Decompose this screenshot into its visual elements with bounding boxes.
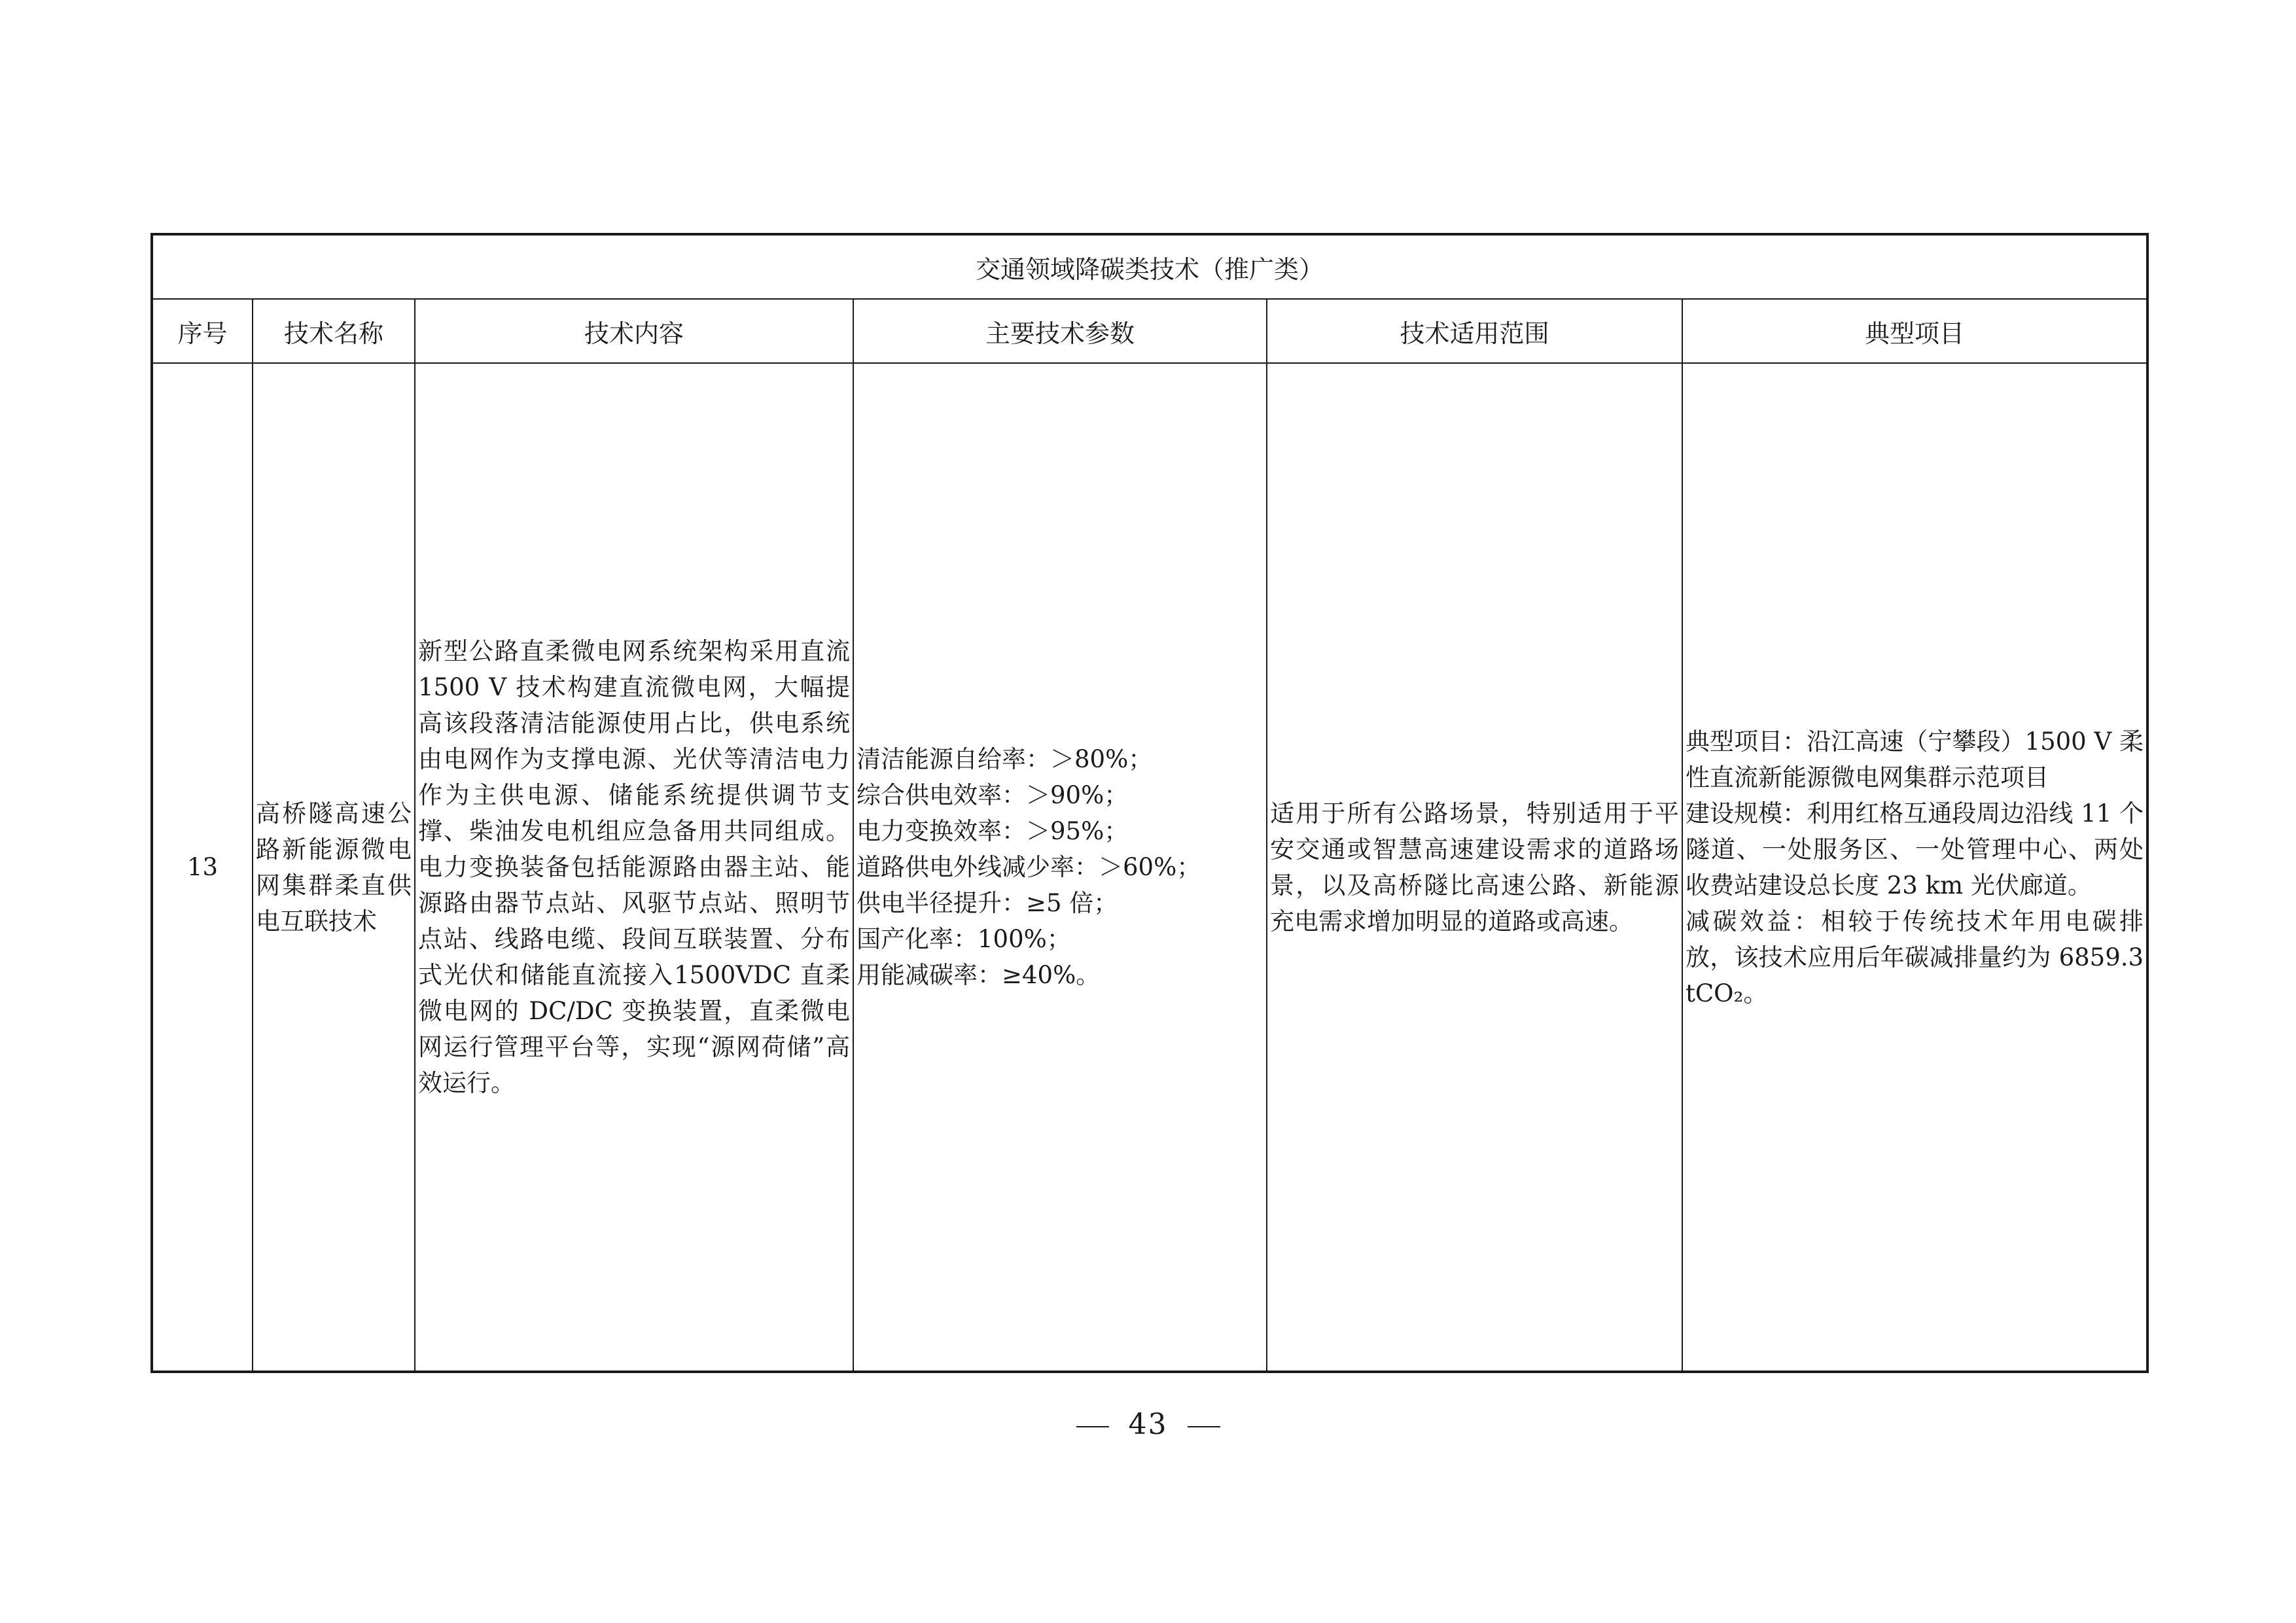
header-project: 典型项目 — [1682, 299, 2147, 363]
row-typical-project: 典型项目：沿江高速（宁攀段）1500 V 柔性直流新能源微电网集群示范项目 建设规模：利用红格互通段周边沿线 11 个隧道、一处服务区、一处管理中心、两处收费站建设总长度 23 km 光伏廊道。 减碳效益：相较于传统技术年用电碳排放，该技术应用后年碳减排量约为 6859.3 tCO₂。 — [1682, 363, 2147, 1372]
row-tech-name: 高桥隧高速公路新能源微电网集群柔直供电互联技术 — [253, 363, 415, 1372]
header-params: 主要技术参数 — [853, 299, 1267, 363]
header-index: 序号 — [152, 299, 253, 363]
header-name: 技术名称 — [253, 299, 415, 363]
table-title: 交通领域降碳类技术（推广类） — [152, 234, 2147, 299]
row-index: 13 — [152, 363, 253, 1372]
table-header-row — [152, 299, 2147, 363]
technology-table — [150, 233, 2149, 1373]
page-number-right-dash — [1188, 1426, 1220, 1427]
table-row — [152, 363, 2147, 1372]
table-title-row — [152, 234, 2147, 299]
header-scope: 技术适用范围 — [1267, 299, 1682, 363]
row-tech-scope: 适用于所有公路场景，特别适用于平安交通或智慧高速建设需求的道路场景，以及高桥隧比高速公路、新能源充电需求增加明显的道路或高速。 — [1267, 363, 1682, 1372]
page-number-value: 43 — [1128, 1408, 1168, 1441]
header-content: 技术内容 — [415, 299, 853, 363]
page-number-left-dash — [1076, 1426, 1109, 1427]
row-tech-params: 清洁能源自给率：＞80%； 综合供电效率：＞90%； 电力变换效率：＞95%； 道路供电外线减少率：＞60%； 供电半径提升：≥5 倍； 国产化率：100%； 用能减碳率：≥40%。 — [853, 363, 1267, 1372]
page-number — [0, 1408, 2296, 1441]
row-tech-content: 新型公路直柔微电网系统架构采用直流 1500 V 技术构建直流微电网，大幅提高该段落清洁能源使用占比，供电系统由电网作为支撑电源、光伏等清洁电力作为主供电源、储能系统提供调节支撑、柴油发电机组应急备用共同组成。电力变换装备包括能源路由器主站、能源路由器节点站、风驱节点站、照明节点站、线路电缆、段间互联装置、分布式光伏和储能直流接入1500VDC 直柔微电网的 DC/DC 变换装置，直柔微电网运行管理平台等，实现“源网荷储”高效运行。 — [415, 363, 853, 1372]
